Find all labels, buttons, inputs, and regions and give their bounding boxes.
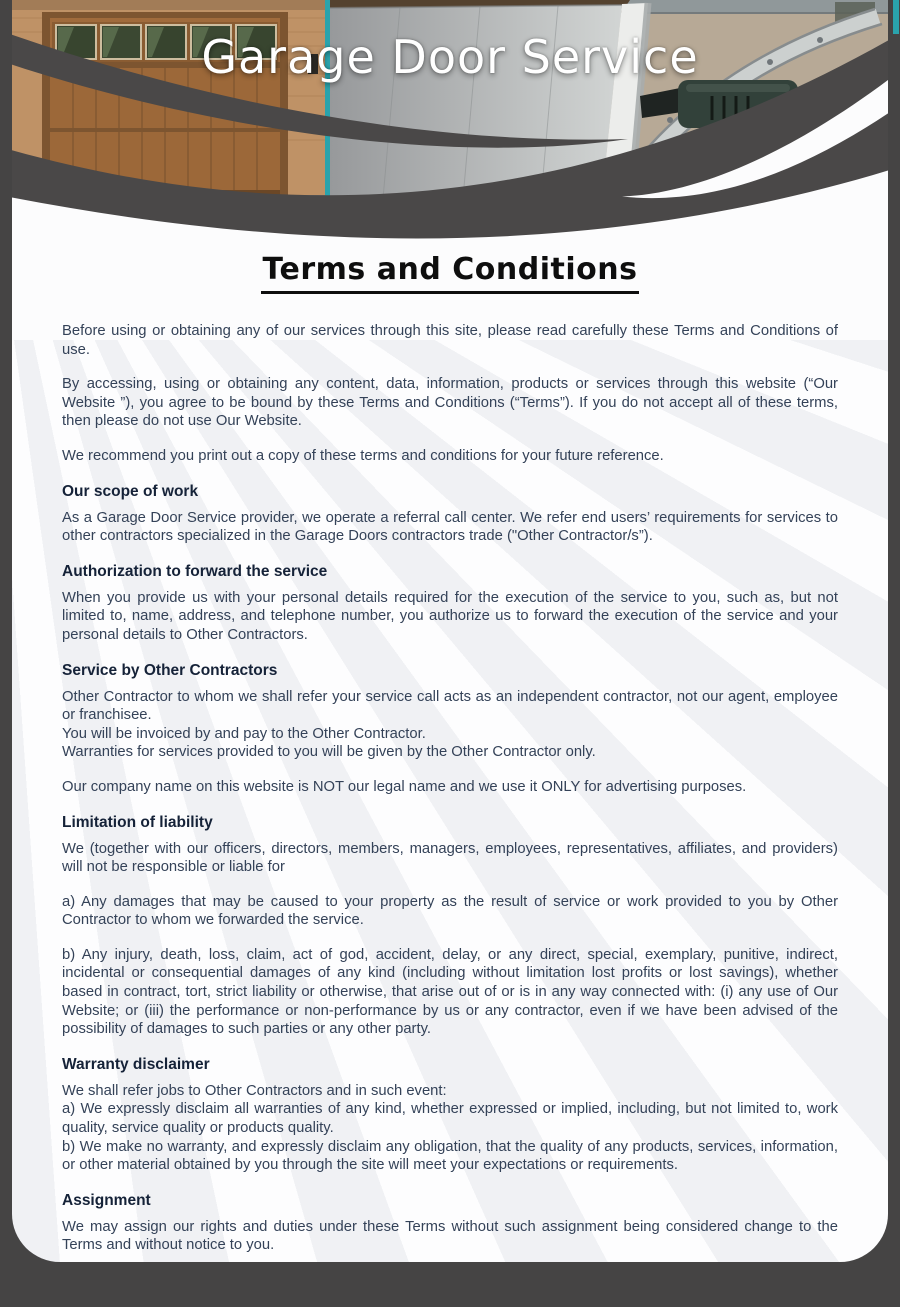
section-paragraph: a) We expressly disclaim all warranties of any kind, whether expressed or implied, including, but not limited to, work quality, service quality or products quality. bbox=[62, 1101, 838, 1137]
section-paragraph: b) We make no warranty, and expressly disclaim any obligation, that the quality of any products, services, information, or other material obtained by you through the site will meet your expectations or requirements. bbox=[62, 1138, 838, 1174]
section-paragraph: We shall refer jobs to Other Contractors and in such event: bbox=[62, 1082, 447, 1099]
section-heading-limitation: Limitation of liability bbox=[62, 813, 213, 831]
terms-page-card bbox=[12, 0, 888, 1262]
section-paragraph: When you provide us with your personal details required for the execution of the service to you, such as, but not limited to, name, address, and telephone number, you authorize us to forward the execution of the service and your personal details to Other Contractors. bbox=[62, 589, 838, 643]
section-paragraph: b) Any injury, death, loss, claim, act of god, accident, delay, or any direct, special, exemplary, punitive, indirect, incidental or consequential damages of any kind (including without limitation lost profits or lost savings), whether based in contract, tort, strict liability or otherwise, that arise out of or is in any way connected with: (i) any use of Our Website; or (iii) the performance or non-performance by us or any contractor, even if we have been advised of the possibility of damages to such parties or any other party. bbox=[62, 946, 838, 1038]
page-title-text: Terms and Conditions bbox=[261, 252, 640, 294]
section-paragraph: a) Any damages that may be caused to your property as the result of service or work provided to you by Other Contractor to whom we forwarded the service. bbox=[62, 893, 838, 929]
section-heading-authorization: Authorization to forward the service bbox=[62, 562, 328, 580]
section-paragraph: Our company name on this website is NOT our legal name and we use it ONLY for advertising purposes. bbox=[62, 778, 747, 795]
section-paragraph: You will be invoiced by and pay to the Other Contractor. bbox=[62, 725, 426, 742]
intro-paragraph-1: Before using or obtaining any of our services through this site, please read carefully these Terms and Conditions of use. bbox=[62, 323, 838, 358]
banner-title: Garage Door Service bbox=[201, 30, 699, 84]
terms-content bbox=[12, 252, 888, 1262]
section-paragraph: As a Garage Door Service provider, we operate a referral call center. We refer end users’ requirements for services to other contractors specialized in the Garage Doors contractors trade ("Other Contractor/s”). bbox=[62, 509, 838, 545]
page-title bbox=[62, 252, 838, 294]
section-heading-warranty: Warranty disclaimer bbox=[62, 1055, 210, 1073]
section-paragraph: We may assign our rights and duties under these Terms without such assignment being considered change to the Terms and without notice to you. bbox=[62, 1218, 838, 1254]
intro-paragraph-3: We recommend you print out a copy of these terms and conditions for your future reference. bbox=[62, 447, 664, 464]
section-paragraph: Other Contractor to whom we shall refer your service call acts as an independent contractor, not our agent, employee or franchisee. bbox=[62, 688, 838, 724]
section-paragraph: Warranties for services provided to you will be given by the Other Contractor only. bbox=[62, 744, 596, 761]
section-heading-service-by-others: Service by Other Contractors bbox=[62, 661, 278, 679]
section-paragraph: We (together with our officers, directors, members, managers, employees, representatives, affiliates, and providers) will not be responsible or liable for bbox=[62, 840, 838, 876]
intro-paragraph-2: By accessing, using or obtaining any content, data, information, products or services through this website (“Our Website ”), you agree to be bound by these Terms and Conditions (“Terms”). If you do not accept all of these terms, then please do not use Our Website. bbox=[62, 376, 838, 430]
section-heading-assignment: Assignment bbox=[62, 1191, 151, 1209]
teal-corner-accent bbox=[893, 0, 899, 34]
section-heading-scope: Our scope of work bbox=[62, 482, 199, 500]
